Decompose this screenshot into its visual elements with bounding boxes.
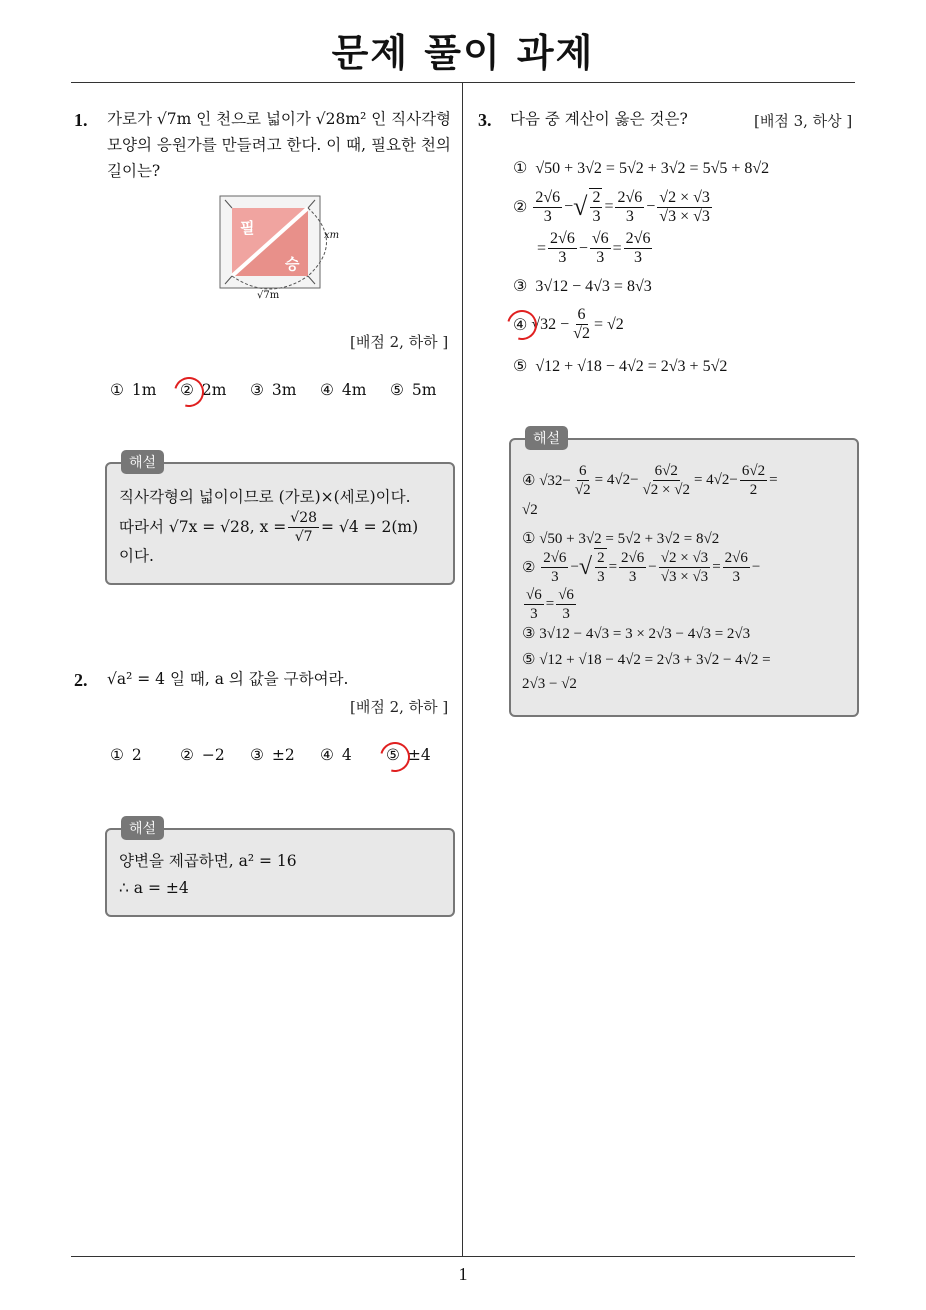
fraction — [573, 462, 593, 499]
choice-text: 4m — [341, 381, 367, 399]
choice-number: ② — [513, 199, 528, 216]
operator: = — [712, 558, 721, 575]
choice-5[interactable] — [513, 356, 727, 376]
fraction — [624, 230, 653, 267]
fraction-numerator: 6√2 — [654, 463, 678, 479]
fraction — [590, 230, 611, 267]
explanation-text: ④ √32− — [522, 473, 571, 489]
choice-4[interactable] — [320, 381, 390, 399]
fraction-numerator: √6 — [591, 230, 609, 247]
choice-3[interactable] — [250, 746, 320, 764]
fraction-numerator: 2√6 — [550, 230, 575, 247]
choice-5[interactable] — [386, 746, 456, 764]
choice-number: ④ — [320, 381, 334, 399]
selected-answer-mark — [502, 304, 543, 345]
question-3-number: 3. — [478, 110, 492, 130]
figure-label-bottom: 승 — [285, 255, 300, 273]
fraction-denominator: √2 — [573, 325, 590, 342]
choice-text: √50 + 3√2 = 5√2 + 3√2 = 5√5 + 8√2 — [535, 160, 770, 177]
explanation-text: = 4√2− — [594, 472, 639, 488]
choice-text: 2m — [201, 381, 227, 399]
choice-number: ⑤ — [390, 381, 404, 399]
question-2-number: 2. — [74, 670, 88, 690]
operator: = — [545, 596, 555, 612]
question-1-text-line: 길이는? — [107, 162, 161, 180]
explanation-text: = — [769, 472, 778, 488]
choice-text: 2 — [131, 746, 142, 764]
fraction-numerator: √6 — [558, 587, 574, 603]
fraction-numerator: 6 — [579, 463, 587, 479]
choice-2[interactable] — [513, 188, 714, 226]
choice-text: √32 − — [531, 315, 570, 333]
fraction — [615, 189, 644, 226]
choice-number-wrap — [513, 315, 527, 335]
fraction-denominator: 3 — [596, 249, 605, 266]
fraction — [524, 586, 544, 623]
explanation-line: 따라서 √7x = √28, x = — [119, 517, 287, 536]
choice-number: ① — [110, 746, 124, 764]
choice-number: ① — [110, 381, 124, 399]
choice-2[interactable] — [180, 746, 250, 764]
column-divider — [462, 83, 463, 1256]
fraction-numerator: 6√2 — [741, 463, 766, 479]
explanation-line-2b — [522, 586, 578, 623]
explanation-text: = 4√2− — [693, 472, 738, 488]
question-1-figure — [215, 192, 345, 304]
explanation-line-5b: 2√3 − √2 — [522, 676, 577, 692]
fraction-denominator: √3 × √3 — [659, 207, 710, 225]
operator: − — [578, 239, 588, 257]
choice-text: 4 — [341, 746, 352, 764]
fraction-denominator: 3 — [625, 207, 634, 225]
operator: − — [646, 198, 656, 215]
choice-text: √12 + √18 − 4√2 = 2√3 + 5√2 — [535, 358, 728, 375]
explanation-tag: 해설 — [121, 450, 164, 474]
question-3-text: 다음 중 계산이 옳은 것은? — [510, 110, 688, 128]
question-1-number: 1. — [74, 110, 88, 130]
choice-2-line-2 — [537, 230, 654, 267]
choice-number: ③ — [513, 278, 528, 295]
fraction-numerator: √28 — [290, 509, 318, 526]
fraction-denominator: 3 — [592, 208, 601, 225]
question-2-score: [배점 2, 하하 ] — [350, 698, 449, 716]
header-divider — [71, 82, 855, 83]
fraction — [571, 306, 592, 343]
choice-text: 1m — [131, 381, 157, 399]
question-1-text — [107, 106, 457, 184]
fraction-numerator: 2 — [597, 550, 605, 566]
choice-1[interactable] — [110, 746, 180, 764]
choice-text: 3m — [271, 381, 297, 399]
fraction-numerator: 2√6 — [617, 188, 643, 206]
choice-4[interactable] — [513, 306, 624, 343]
choice-number: ③ — [250, 381, 264, 399]
question-1-text-line: 모양의 응원가를 만들려고 한다. 이 때, 필요한 천의 — [107, 136, 451, 154]
question-1-score: [배점 2, 하하 ] — [350, 333, 449, 351]
fraction-numerator: √6 — [526, 587, 542, 603]
choice-5[interactable] — [390, 381, 460, 399]
operator: = — [608, 558, 618, 575]
explanation-text: √2 — [522, 502, 538, 518]
operator: = — [537, 239, 547, 257]
explanation-line: ∴ a = ±4 — [119, 879, 189, 897]
operator: − — [751, 558, 761, 575]
choice-4[interactable] — [320, 746, 386, 764]
fraction-denominator: 3 — [543, 207, 552, 225]
choice-text: ±4 — [407, 746, 431, 764]
fraction-denominator: 3 — [558, 249, 567, 266]
figure-label-top: 필 — [240, 219, 255, 237]
question-3-score: [배점 3, 하상 ] — [754, 112, 853, 130]
explanation-line-4 — [522, 462, 778, 499]
choice-text: = √2 — [593, 315, 624, 333]
figure-label-xm: xm — [324, 230, 340, 241]
choice-text: ±2 — [271, 746, 295, 764]
fraction-numerator: √2 × √3 — [660, 549, 709, 566]
choice-text: 5m — [411, 381, 437, 399]
explanation-line-1: ① √50 + 3√2 = 5√2 + 3√2 = 8√2 — [522, 531, 720, 547]
fraction-numerator: 2 — [592, 189, 601, 206]
fraction-denominator: 3 — [551, 568, 559, 585]
explanation-line-2 — [522, 548, 760, 586]
choice-number: ④ — [513, 316, 528, 334]
fraction-denominator: √2 — [574, 482, 591, 498]
question-1-choices — [110, 381, 460, 399]
explanation-line-3: ③ 3√12 − 4√3 = 3 × 2√3 − 4√3 = 2√3 — [522, 626, 751, 642]
fraction — [641, 462, 692, 499]
operator: = — [604, 198, 614, 215]
fraction-denominator: √2 × √2 — [642, 482, 690, 498]
explanation-line: = √4 = 2(m) — [321, 517, 419, 536]
sqrt-sign: √ — [578, 553, 593, 580]
choice-number: ② — [180, 381, 194, 399]
explanation-fraction — [288, 509, 319, 546]
choice-text: −2 — [201, 746, 225, 764]
fraction-numerator: √2 × √3 — [659, 188, 710, 206]
explanation-tag: 해설 — [121, 816, 164, 840]
selected-answer-mark — [169, 372, 210, 413]
fraction-denominator: 3 — [634, 249, 643, 266]
question-3-explanation — [509, 431, 859, 717]
fraction-denominator: 3 — [562, 606, 570, 622]
fraction — [659, 549, 710, 586]
fraction-denominator: 3 — [628, 568, 637, 585]
fraction — [594, 548, 607, 586]
explanation-tag: 해설 — [525, 426, 568, 450]
selected-answer-mark — [375, 737, 416, 778]
question-1-text-line: 가로가 √7m 인 천으로 넓이가 √28m² 인 직사각형 — [107, 110, 452, 128]
choice-number: ⑤ — [513, 358, 528, 375]
fraction-numerator: 6 — [577, 306, 586, 323]
choice-number: ① — [513, 160, 528, 177]
fraction — [740, 462, 767, 499]
explanation-text: ② — [522, 559, 536, 576]
choice-number: ② — [180, 746, 194, 764]
choice-3[interactable] — [250, 381, 320, 399]
question-1-explanation — [105, 455, 455, 585]
fraction-denominator: 2 — [749, 482, 758, 498]
explanation-line: 양변을 제곱하면, a² = 16 — [119, 852, 297, 870]
question-2-text: √a² = 4 일 때, a 의 값을 구하여라. — [107, 670, 349, 688]
choice-number: ③ — [250, 746, 264, 764]
fraction-numerator: 2√6 — [543, 549, 567, 566]
fraction-numerator: 2√6 — [621, 549, 645, 566]
choice-2[interactable] — [180, 381, 250, 399]
footer-divider — [71, 1256, 855, 1257]
fraction — [589, 188, 602, 226]
fraction — [541, 549, 568, 586]
operator: = — [612, 239, 622, 257]
fraction-denominator: 3 — [530, 606, 538, 622]
fraction-denominator: 3 — [597, 569, 605, 585]
choice-3[interactable] — [513, 276, 652, 296]
fraction — [657, 189, 712, 226]
operator: − — [648, 558, 657, 575]
fraction — [556, 586, 576, 623]
operator: − — [570, 558, 579, 575]
question-2-choices — [110, 746, 456, 764]
fraction-denominator: √3 × √3 — [660, 568, 709, 585]
page-number: 1 — [458, 1264, 468, 1284]
figure-label-width: √7m — [257, 290, 280, 301]
choice-number: ⑤ — [386, 746, 400, 764]
fraction — [533, 189, 562, 226]
fraction-denominator: √7 — [294, 528, 313, 545]
fraction-numerator: 2√6 — [625, 230, 651, 247]
fraction-numerator: 2√6 — [724, 549, 748, 566]
explanation-line: 이다. — [119, 547, 154, 565]
operator: − — [564, 198, 574, 215]
explanation-line-5: ⑤ √12 + √18 − 4√2 = 2√3 + 3√2 − 4√2 = — [522, 652, 771, 668]
choice-text: 3√12 − 4√3 = 8√3 — [535, 278, 652, 295]
fraction-numerator: 2√6 — [535, 188, 561, 206]
choice-number: ④ — [320, 746, 334, 764]
fraction — [548, 230, 577, 267]
explanation-line: 직사각형의 넓이이므로 (가로)×(세로)이다. — [119, 488, 411, 506]
fraction-denominator: 3 — [732, 568, 741, 585]
fraction — [619, 549, 646, 586]
fraction — [723, 549, 750, 586]
choice-1[interactable] — [513, 158, 769, 178]
sqrt-sign: √ — [573, 192, 588, 221]
page-title: 문제 풀이 과제 — [331, 31, 595, 75]
choice-1[interactable] — [110, 381, 180, 399]
question-2-explanation — [105, 821, 455, 917]
